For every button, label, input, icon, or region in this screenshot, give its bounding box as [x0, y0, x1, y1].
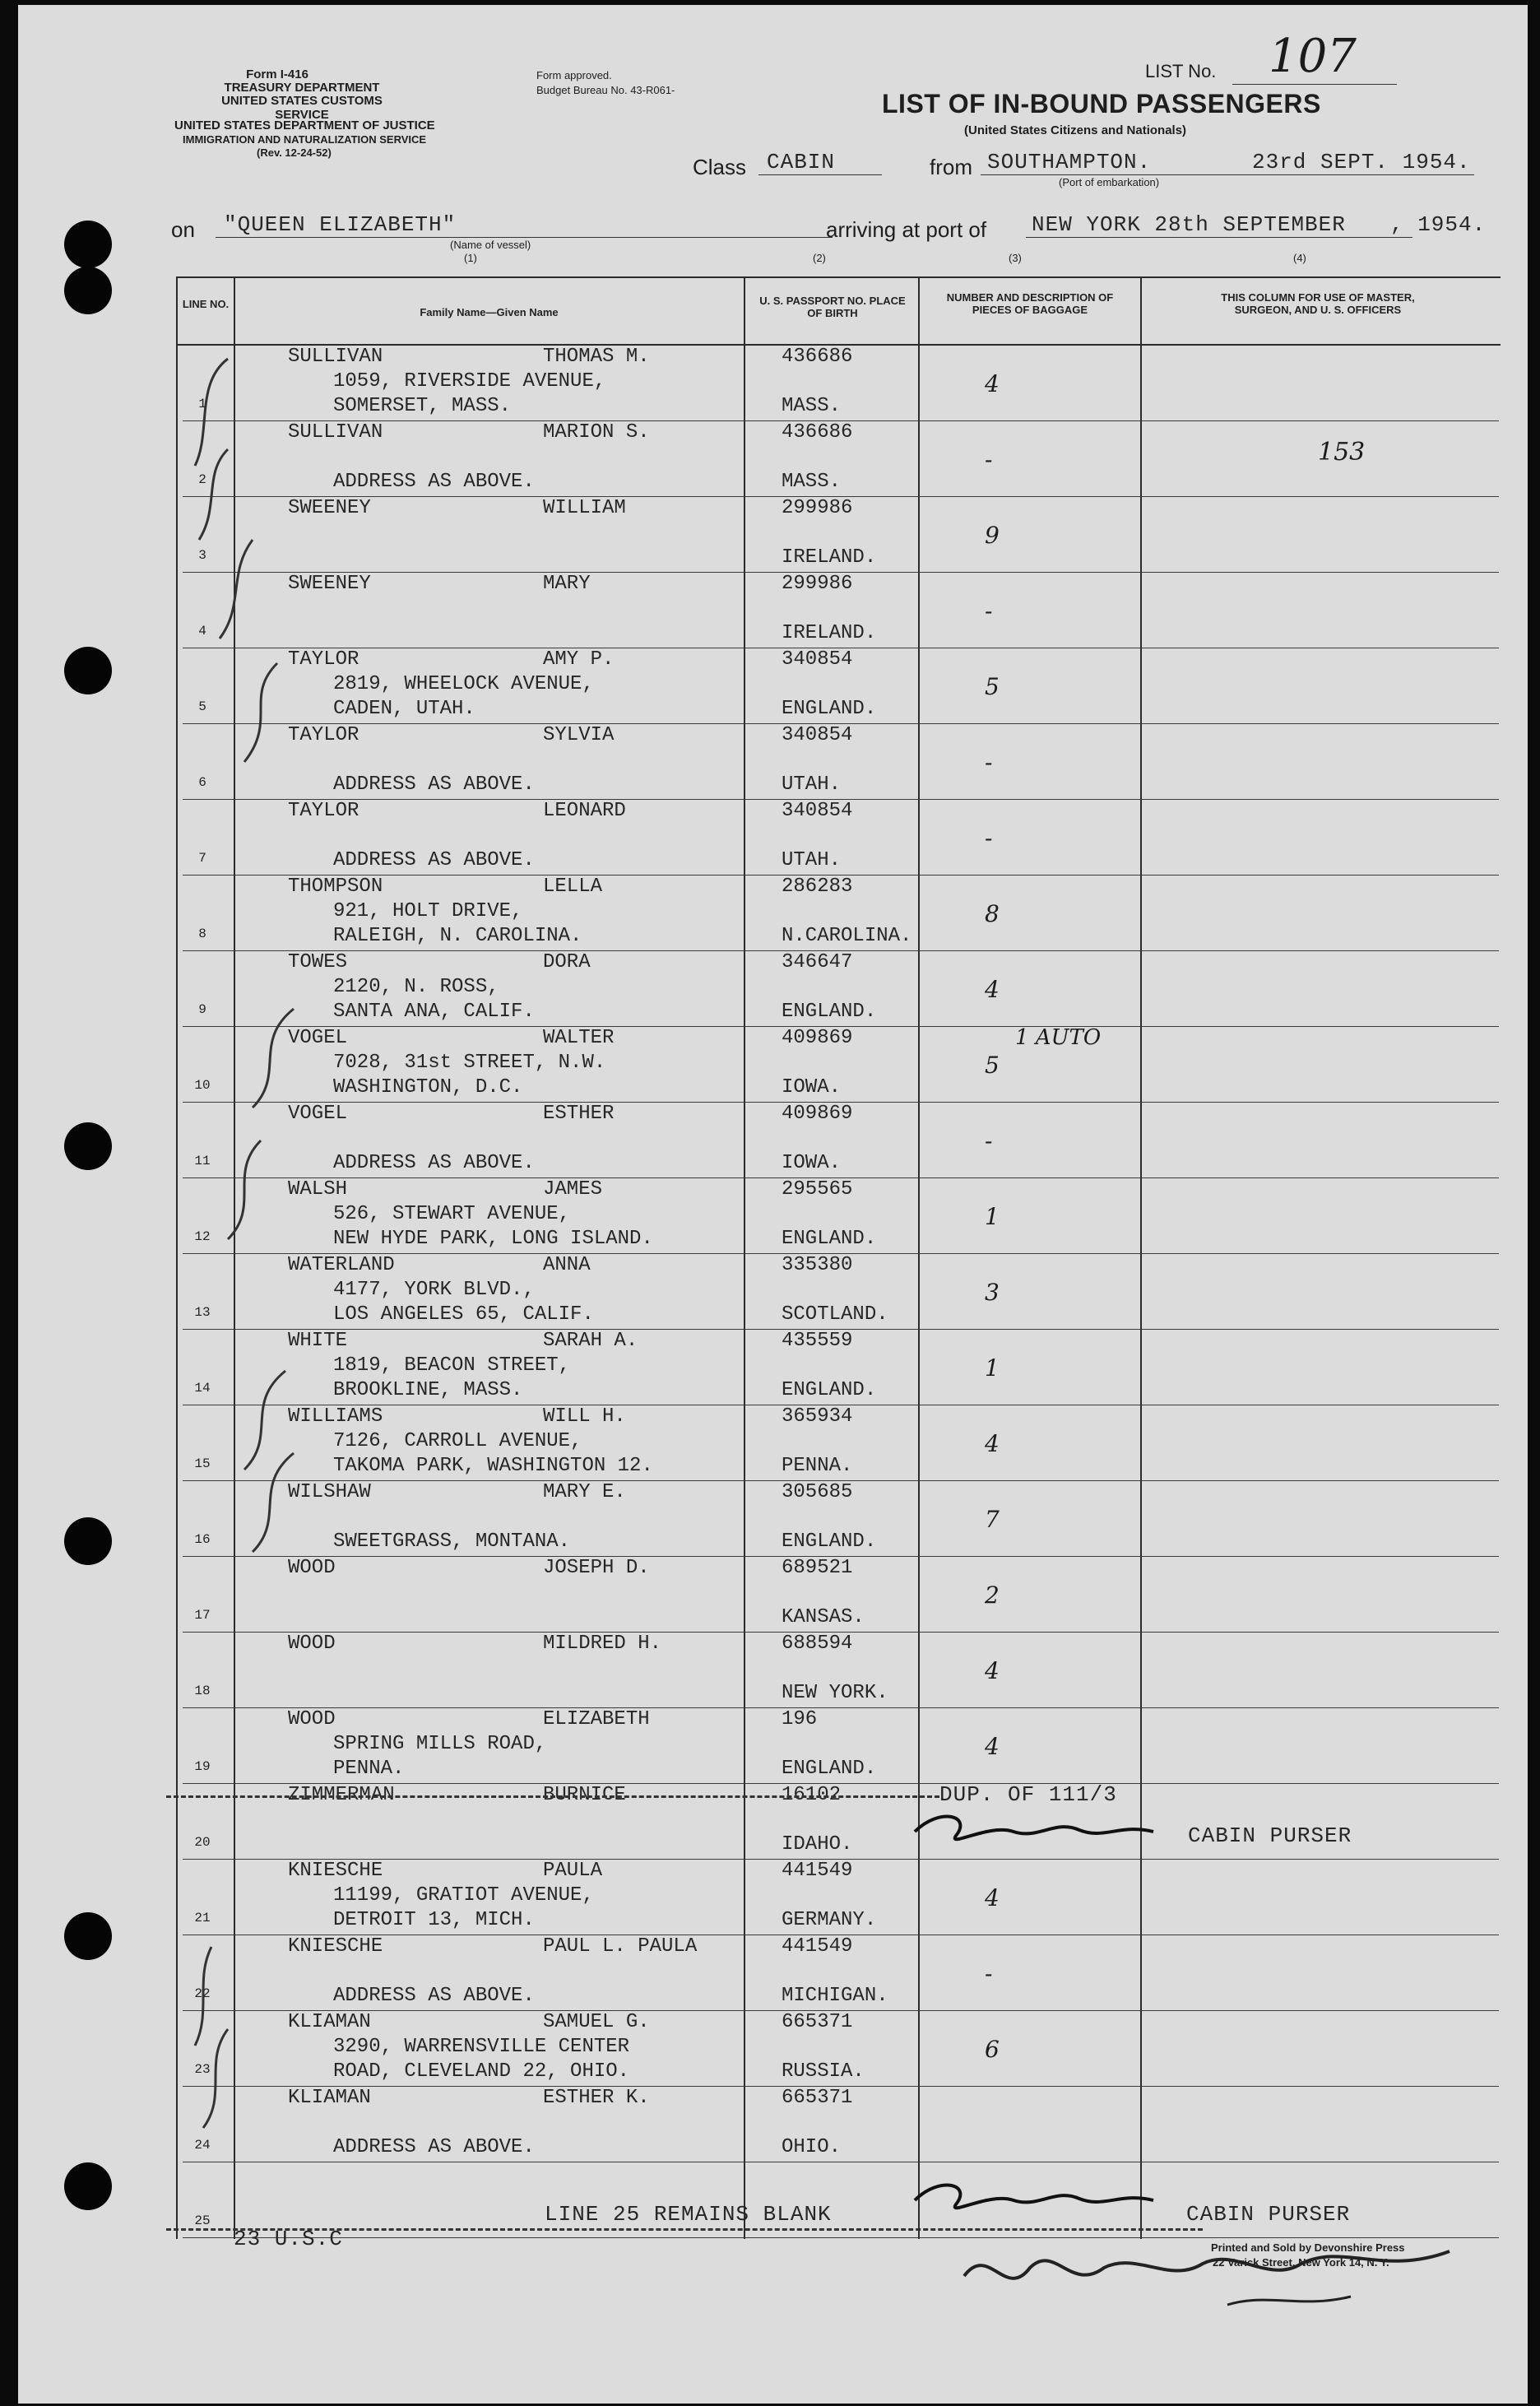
punch-hole: [64, 267, 112, 314]
baggage-count: 4: [985, 976, 1000, 1003]
place-of-birth: IRELAND.: [782, 546, 877, 569]
passport-number: 340854: [782, 724, 853, 746]
officer-signature: [956, 2227, 1482, 2317]
place-of-birth: IOWA.: [782, 1076, 842, 1098]
family-name: WHITE: [288, 1330, 348, 1352]
family-name: SULLIVAN: [288, 421, 383, 444]
passport-number: 335380: [782, 1254, 853, 1276]
col-head-officers: THIS COLUMN FOR USE OF MASTER, SURGEON, AND U. S. OFFICERS: [1221, 291, 1415, 316]
place-of-birth: PENNA.: [782, 1455, 853, 1477]
passport-number: 689521: [782, 1557, 853, 1579]
baggage-count: -: [985, 824, 993, 852]
col-head-baggage: NUMBER AND DESCRIPTION OF PIECES OF BAGGAGE: [946, 291, 1114, 316]
line-number: 9: [198, 1002, 206, 1017]
line-number: 18: [194, 1684, 211, 1698]
col-mark-2: (2): [813, 252, 826, 264]
punch-hole: [64, 1912, 112, 1960]
given-name: ESTHER K.: [543, 2087, 650, 2109]
family-name: ZIMMERMAN: [288, 1784, 395, 1806]
place-of-birth: OHIO.: [782, 2136, 842, 2158]
passport-number: 436686: [782, 346, 853, 368]
line-number: 25: [194, 2213, 211, 2228]
form-approved: Form approved.: [536, 69, 612, 81]
passport-number: 340854: [782, 648, 853, 671]
col-head-line: LINE NO.: [182, 298, 230, 310]
line-number: 16: [194, 1532, 211, 1547]
cabin-purser-1: CABIN PURSER: [1188, 1823, 1352, 1848]
vessel-caption: (Name of vessel): [450, 239, 531, 251]
printer-1: Printed and Sold by Devonshire Press: [1211, 2241, 1405, 2254]
line-number: 3: [198, 548, 206, 563]
baggage-count: 5: [985, 673, 1000, 700]
baggage-count: 9: [985, 522, 1000, 549]
place-of-birth: MICHIGAN.: [782, 1985, 888, 2007]
purser-signature-1: [907, 1799, 1186, 1856]
passport-number: 441549: [782, 1935, 853, 1958]
baggage-count: 4: [985, 370, 1000, 397]
address-line-2: SWEETGRASS, MONTANA.: [333, 1530, 571, 1553]
address-line-1: 7028, 31st STREET, N.W.: [333, 1052, 606, 1074]
family-name: WATERLAND: [288, 1254, 395, 1276]
given-name: SYLVIA: [543, 724, 615, 746]
place-of-birth: RUSSIA.: [782, 2060, 865, 2083]
given-name: THOMAS M.: [543, 346, 650, 368]
address-line-1: 921, HOLT DRIVE,: [333, 900, 523, 922]
family-name: WILLIAMS: [288, 1405, 383, 1428]
list-no-rule: [1232, 84, 1397, 85]
place-of-birth: IRELAND.: [782, 622, 877, 644]
page-title: LIST OF IN-BOUND PASSENGERS: [882, 89, 1321, 118]
given-name: MILDRED H.: [543, 1633, 662, 1655]
line-number: 15: [194, 1456, 211, 1471]
place-of-birth: ENGLAND.: [782, 1001, 877, 1023]
address-line-2: ADDRESS AS ABOVE.: [333, 1152, 535, 1174]
place-of-birth: N.CAROLINA.: [782, 925, 912, 947]
baggage-count: 4: [985, 1430, 1000, 1457]
place-of-birth: UTAH.: [782, 773, 842, 796]
family-name: SWEENEY: [288, 573, 371, 595]
given-name: AMY P.: [543, 648, 615, 671]
family-name: VOGEL: [288, 1027, 348, 1049]
place-of-birth: UTAH.: [782, 849, 842, 871]
given-name: BURNICE: [543, 1784, 626, 1806]
cabin-purser-2: CABIN PURSER: [1186, 2202, 1351, 2227]
baggage-count: 5: [985, 1052, 1000, 1079]
passport-number: 665371: [782, 2087, 853, 2109]
punch-hole: [64, 221, 112, 268]
revision: (Rev. 12-24-52): [257, 146, 332, 159]
passport-number: 286283: [782, 876, 853, 898]
place-of-birth: NEW YORK.: [782, 1682, 888, 1704]
address-line-2: RALEIGH, N. CAROLINA.: [333, 925, 582, 947]
line-number: 10: [194, 1078, 211, 1093]
baggage-count: 2: [985, 1582, 1000, 1609]
family-name: VOGEL: [288, 1103, 348, 1125]
family-name: TAYLOR: [288, 648, 359, 671]
given-name: DORA: [543, 951, 591, 973]
vessel-name: "QUEEN ELIZABETH": [224, 212, 457, 237]
place-of-birth: MASS.: [782, 395, 842, 417]
arrival-year: , 1954.: [1390, 212, 1487, 237]
place-of-birth: SCOTLAND.: [782, 1303, 888, 1326]
line-number: 7: [198, 851, 206, 866]
place-of-birth: GERMANY.: [782, 1909, 877, 1931]
given-name: ELIZABETH: [543, 1708, 650, 1730]
place-of-birth: ENGLAND.: [782, 1379, 877, 1401]
line-number: 4: [198, 624, 206, 639]
family-name: SULLIVAN: [288, 346, 383, 368]
table-left-rule: [176, 276, 178, 2239]
line-number: 17: [194, 1608, 211, 1623]
address-line-2: SANTA ANA, CALIF.: [333, 1001, 535, 1023]
passport-number: 365934: [782, 1405, 853, 1428]
punch-hole: [64, 647, 112, 694]
dup-note: DUP. OF 111/3: [939, 1782, 1117, 1807]
baggage-count: 4: [985, 1733, 1000, 1760]
justice-department: UNITED STATES DEPARTMENT OF JUSTICE: [174, 118, 435, 132]
baggage-count: 8: [985, 900, 1000, 927]
place-of-birth: ENGLAND.: [782, 698, 877, 720]
given-name: LEONARD: [543, 800, 626, 822]
auto-note: 1 AUTO: [1015, 1025, 1102, 1050]
baggage-count: 1: [985, 1354, 1000, 1382]
given-name: PAUL L. PAULA: [543, 1935, 698, 1958]
passport-number: 409869: [782, 1103, 853, 1125]
line-number: 13: [194, 1305, 211, 1320]
address-line-1: 2120, N. ROSS,: [333, 976, 499, 998]
baggage-count: -: [985, 446, 993, 473]
family-name: TAYLOR: [288, 800, 359, 822]
given-name: LELLA: [543, 876, 603, 898]
arriving-label: arriving at port of: [826, 217, 987, 242]
passport-number: 295565: [782, 1178, 853, 1201]
address-line-2: SOMERSET, MASS.: [333, 395, 512, 417]
address-line-2: TAKOMA PARK, WASHINGTON 12.: [333, 1455, 653, 1477]
vessel-rule: [216, 237, 833, 238]
baggage-count: -: [985, 1127, 993, 1154]
line-number: 1: [198, 397, 206, 411]
passport-number: 340854: [782, 800, 853, 822]
line-number: 5: [198, 699, 206, 714]
line-number: 20: [194, 1835, 211, 1850]
line-number: 23: [194, 2062, 211, 2077]
punch-hole: [64, 2162, 112, 2210]
address-line-1: 526, STEWART AVENUE,: [333, 1203, 571, 1225]
passport-number: 196: [782, 1708, 818, 1730]
line-number: 11: [194, 1154, 211, 1168]
passport-number: 16102: [782, 1784, 842, 1806]
address-line-1: 1819, BEACON STREET,: [333, 1354, 571, 1377]
page-subtitle: (United States Citizens and Nationals): [964, 123, 1187, 137]
family-name: KLIAMAN: [288, 2011, 371, 2033]
col-head-passport: U. S. PASSPORT NO. PLACE OF BIRTH: [759, 295, 906, 319]
place-of-birth: ENGLAND.: [782, 1228, 877, 1250]
passport-number: 299986: [782, 573, 853, 595]
address-line-2: ADDRESS AS ABOVE.: [333, 1985, 535, 2007]
passport-number: 688594: [782, 1633, 853, 1655]
family-name: WOOD: [288, 1557, 336, 1579]
place-of-birth: IDAHO.: [782, 1833, 853, 1856]
address-line-2: ADDRESS AS ABOVE.: [333, 2136, 535, 2158]
family-name: TAYLOR: [288, 724, 359, 746]
address-line-1: 4177, YORK BLVD.,: [333, 1279, 535, 1301]
given-name: ANNA: [543, 1254, 591, 1276]
family-name: KNIESCHE: [288, 1860, 383, 1882]
baggage-count: 4: [985, 1657, 1000, 1684]
baggage-count: -: [985, 749, 993, 776]
given-name: ESTHER: [543, 1103, 615, 1125]
baggage-count: 1: [985, 1203, 1000, 1230]
address-line-1: 2819, WHEELOCK AVENUE,: [333, 673, 594, 695]
address-line-1: 11199, GRATIOT AVENUE,: [333, 1884, 594, 1907]
address-line-2: PENNA.: [333, 1758, 405, 1780]
line-number: 6: [198, 775, 206, 790]
family-name: KNIESCHE: [288, 1935, 383, 1958]
passport-number: 441549: [782, 1860, 853, 1882]
manifest-sheet: [18, 5, 1528, 2404]
arrival-port: NEW YORK 28th SEPTEMBER: [1032, 212, 1346, 237]
line25-note: LINE 25 REMAINS BLANK: [545, 2202, 832, 2227]
baggage-count: -: [985, 597, 993, 625]
place-of-birth: IOWA.: [782, 1152, 842, 1174]
given-name: JOSEPH D.: [543, 1557, 650, 1579]
ins-service: IMMIGRATION AND NATURALIZATION SERVICE: [183, 133, 427, 146]
passport-number: 436686: [782, 421, 853, 444]
line-number: 8: [198, 927, 206, 941]
embark-date: 23rd SEPT. 1954.: [1252, 150, 1471, 174]
punch-hole: [64, 1517, 112, 1565]
customs-service: UNITED STATES CUSTOMS SERVICE: [221, 94, 383, 122]
address-line-2: ADDRESS AS ABOVE.: [333, 849, 535, 871]
line-number: 22: [194, 1986, 211, 2001]
given-name: PAULA: [543, 1860, 603, 1882]
from-rule: [981, 174, 1474, 175]
given-name: WILLIAM: [543, 497, 626, 519]
list-no-value: 107: [1269, 30, 1357, 83]
given-name: MARY: [543, 573, 591, 595]
address-line-2: ROAD, CLEVELAND 22, OHIO.: [333, 2060, 630, 2083]
department: TREASURY DEPARTMENT: [224, 81, 380, 95]
given-name: SARAH A.: [543, 1330, 638, 1352]
family-name: TOWES: [288, 951, 348, 973]
given-name: MARION S.: [543, 421, 650, 444]
col-mark-3: (3): [1009, 252, 1022, 264]
given-name: SAMUEL G.: [543, 2011, 650, 2033]
passport-number: 665371: [782, 2011, 853, 2033]
family-name: WALSH: [288, 1178, 348, 1201]
col-head-name: Family Name—Given Name: [420, 306, 559, 318]
table-top-rule: [176, 276, 1501, 278]
printer-2: 22 Varick Street, New York 14, N. Y.: [1213, 2256, 1389, 2269]
address-line-1: 7126, CARROLL AVENUE,: [333, 1430, 582, 1452]
class-rule: [758, 174, 882, 175]
address-line-1: 3290, WARRENSVILLE CENTER: [333, 2036, 630, 2058]
family-name: WOOD: [288, 1708, 336, 1730]
place-of-birth: MASS.: [782, 471, 842, 493]
place-of-birth: ENGLAND.: [782, 1530, 877, 1553]
officer-mark: 153: [1318, 438, 1366, 467]
baggage-count: 7: [985, 1506, 1000, 1533]
given-name: WILL H.: [543, 1405, 626, 1428]
baggage-count: 3: [985, 1279, 1000, 1306]
passport-number: 435559: [782, 1330, 853, 1352]
line-number: 21: [194, 1911, 211, 1925]
col-mark-4: (4): [1293, 252, 1306, 264]
passport-number: 299986: [782, 497, 853, 519]
address-line-2: BROOKLINE, MASS.: [333, 1379, 523, 1401]
port-caption: (Port of embarkation): [1059, 176, 1160, 188]
on-label: on: [171, 217, 195, 242]
address-line-2: LOS ANGELES 65, CALIF.: [333, 1303, 594, 1326]
baggage-count: -: [985, 1960, 993, 1987]
passport-number: 305685: [782, 1481, 853, 1503]
address-line-2: DETROIT 13, MICH.: [333, 1909, 535, 1931]
line-number: 2: [198, 472, 206, 487]
budget-bureau: Budget Bureau No. 43-R061-: [536, 84, 675, 96]
given-name: WALTER: [543, 1027, 615, 1049]
passport-number: 409869: [782, 1027, 853, 1049]
from-value: SOUTHAMPTON.: [987, 150, 1152, 174]
arrival-rule: [1026, 237, 1412, 238]
line-number: 12: [194, 1229, 211, 1244]
passport-number: 346647: [782, 951, 853, 973]
family-name: SWEENEY: [288, 497, 371, 519]
address-line-2: CADEN, UTAH.: [333, 698, 475, 720]
baggage-count: 4: [985, 1884, 1000, 1911]
family-name: KLIAMAN: [288, 2087, 371, 2109]
family-name: THOMPSON: [288, 876, 383, 898]
given-name: JAMES: [543, 1178, 603, 1201]
address-line-2: ADDRESS AS ABOVE.: [333, 471, 535, 493]
address-line-1: SPRING MILLS ROAD,: [333, 1733, 547, 1755]
family-name: WOOD: [288, 1633, 336, 1655]
address-line-2: WASHINGTON, D.C.: [333, 1076, 523, 1098]
from-label: from: [930, 155, 972, 179]
address-line-2: ADDRESS AS ABOVE.: [333, 773, 535, 796]
class-label: Class: [693, 155, 747, 179]
col-mark-1: (1): [464, 252, 477, 264]
place-of-birth: KANSAS.: [782, 1606, 865, 1628]
place-of-birth: ENGLAND.: [782, 1758, 877, 1780]
list-no-label: LIST No.: [1145, 61, 1217, 81]
line-number: 14: [194, 1381, 211, 1396]
address-line-2: NEW HYDE PARK, LONG ISLAND.: [333, 1228, 653, 1250]
line-number: 19: [194, 1759, 211, 1774]
address-line-1: 1059, RIVERSIDE AVENUE,: [333, 370, 606, 392]
form-number: Form I-416: [246, 67, 308, 81]
line-number: 24: [194, 2138, 211, 2153]
given-name: MARY E.: [543, 1481, 626, 1503]
family-name: WILSHAW: [288, 1481, 371, 1503]
punch-hole: [64, 1122, 112, 1170]
baggage-count: 6: [985, 2036, 1000, 2063]
footer-left: 23 U.S.C: [234, 2227, 343, 2251]
class-value: CABIN: [767, 150, 836, 174]
purser-signature-2: [907, 2167, 1186, 2225]
checkmark-scribbles: [179, 334, 392, 2185]
